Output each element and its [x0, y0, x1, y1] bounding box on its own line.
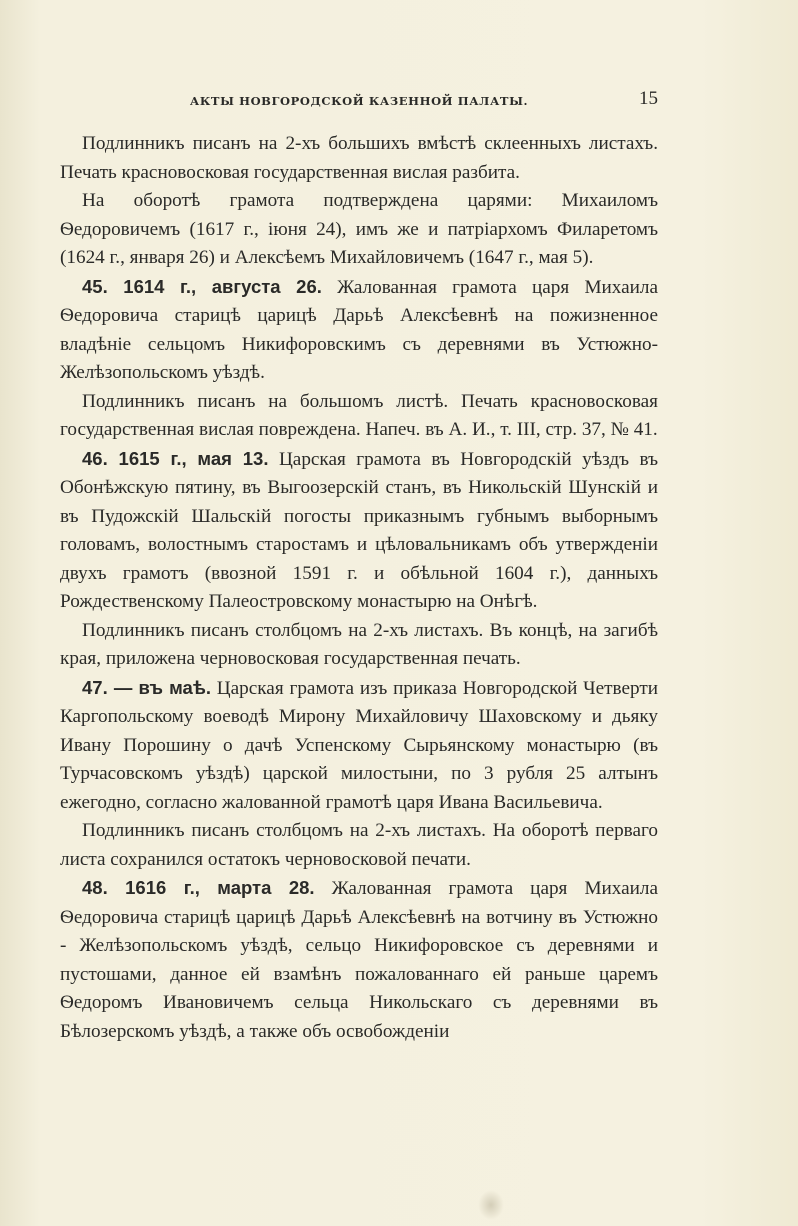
entry-text: Царская грамота въ Новгородскій уѣздъ въ Обонѣжскую пятину, въ Выгоозерскій станъ, въ Никольскій Шунскій и въ Пудожскій Шальскій погосты приказнымъ губнымъ выборнымъ головамъ, волостнымъ старостамъ и цѣловальникамъ объ утвержденіи двухъ грамотъ (ввозной 1591 г. и обѣльной 1604 г.), данныхъ Рождественскому Палеостровскому монастырю на Онѣгѣ. — [60, 448, 658, 612]
paragraph-original-note — [60, 817, 658, 874]
paragraph-text: Подлинникъ писанъ столбцомъ на 2-хъ листахъ. На оборотѣ перваго листа сохранился остатокъ черновосковой печати. — [60, 820, 658, 870]
entry-heading: 46. 1615 г., мая 13. — [82, 447, 269, 469]
entry-text: Жалованная грамота царя Михаила Ѳедоровича старицѣ царицѣ Дарьѣ Алексѣевнѣ на вотчину въ Устюжно - Желѣзопольскомъ уѣздѣ, сельцо Никифоровское съ деревнями и пустошами, данное ей взамѣнъ пожалованнаго ей раньше царемъ Ѳедоромъ Ивановичемъ сельца Никольскаго съ деревнями въ Бѣлозерскомъ уѣздѣ, а также объ освобожденіи — [60, 878, 659, 1042]
paragraph-original-note — [60, 130, 658, 187]
entry-heading: 45. 1614 г., августа 26. — [82, 275, 322, 297]
entry-47 — [60, 674, 658, 818]
page-body — [60, 130, 658, 1046]
entry-heading: 48. 1616 г., марта 28. — [82, 877, 315, 898]
page-header — [60, 88, 658, 118]
paragraph-text: Подлинникъ писанъ столбцомъ на 2-хъ листахъ. Въ концѣ, на загибѣ края, приложена черновосковая государственная печать. — [60, 619, 658, 669]
paper-stain — [478, 1190, 504, 1220]
paragraph-reverse-note — [60, 187, 658, 273]
page-number: 15 — [639, 88, 658, 109]
paragraph-original-note — [60, 388, 658, 445]
paragraph-text: На оборотѣ грамота подтверждена царями: Михаиломъ Ѳедоровичемъ (1617 г., іюня 24), имъ же и патріархомъ Филаретомъ (1624 г., января 26) и Алексѣемъ Михайловичемъ (1647 г., мая 5). — [60, 190, 658, 268]
paragraph-original-note — [60, 617, 658, 674]
entry-45 — [60, 273, 658, 388]
entry-46 — [60, 445, 658, 617]
paragraph-text: Подлинникъ писанъ на 2-хъ большихъ вмѣстѣ склеенныхъ листахъ. Печать красновосковая государственная вислая разбита. — [60, 133, 658, 183]
entry-48 — [60, 874, 658, 1046]
entry-text: Царская грамота изъ приказа Новгородской Четверти Каргопольскому воеводѣ Мирону Михайловичу Шаховскому и дьяку Ивану Порошину о дачѣ Успенскому Сырьянскому монастырю (въ Турчасовскомъ уѣздѣ) царской милостыни, по 3 рубля 25 алтынъ ежегодно, согласно жалованной грамотѣ царя Ивана Васильевича. — [60, 677, 659, 813]
paragraph-text: Подлинникъ писанъ на большомъ листѣ. Печать красновосковая государственная вислая повреждена. Напеч. въ А. И., т. III, стр. 37, № 41. — [60, 390, 658, 440]
entry-heading: 47. — въ маѣ. — [82, 676, 211, 698]
running-title: АКТЫ НОВГОРОДСКОЙ КАЗЕННОЙ ПАЛАТЫ. — [189, 94, 529, 108]
entry-text: Жалованная грамота царя Михаила Ѳедоровича старицѣ царицѣ Дарьѣ Алексѣевнѣ на пожизненное владѣніе сельцомъ Никифоровскимъ съ деревнями въ Устюжно-Желѣзопольскомъ уѣздѣ. — [60, 276, 658, 383]
